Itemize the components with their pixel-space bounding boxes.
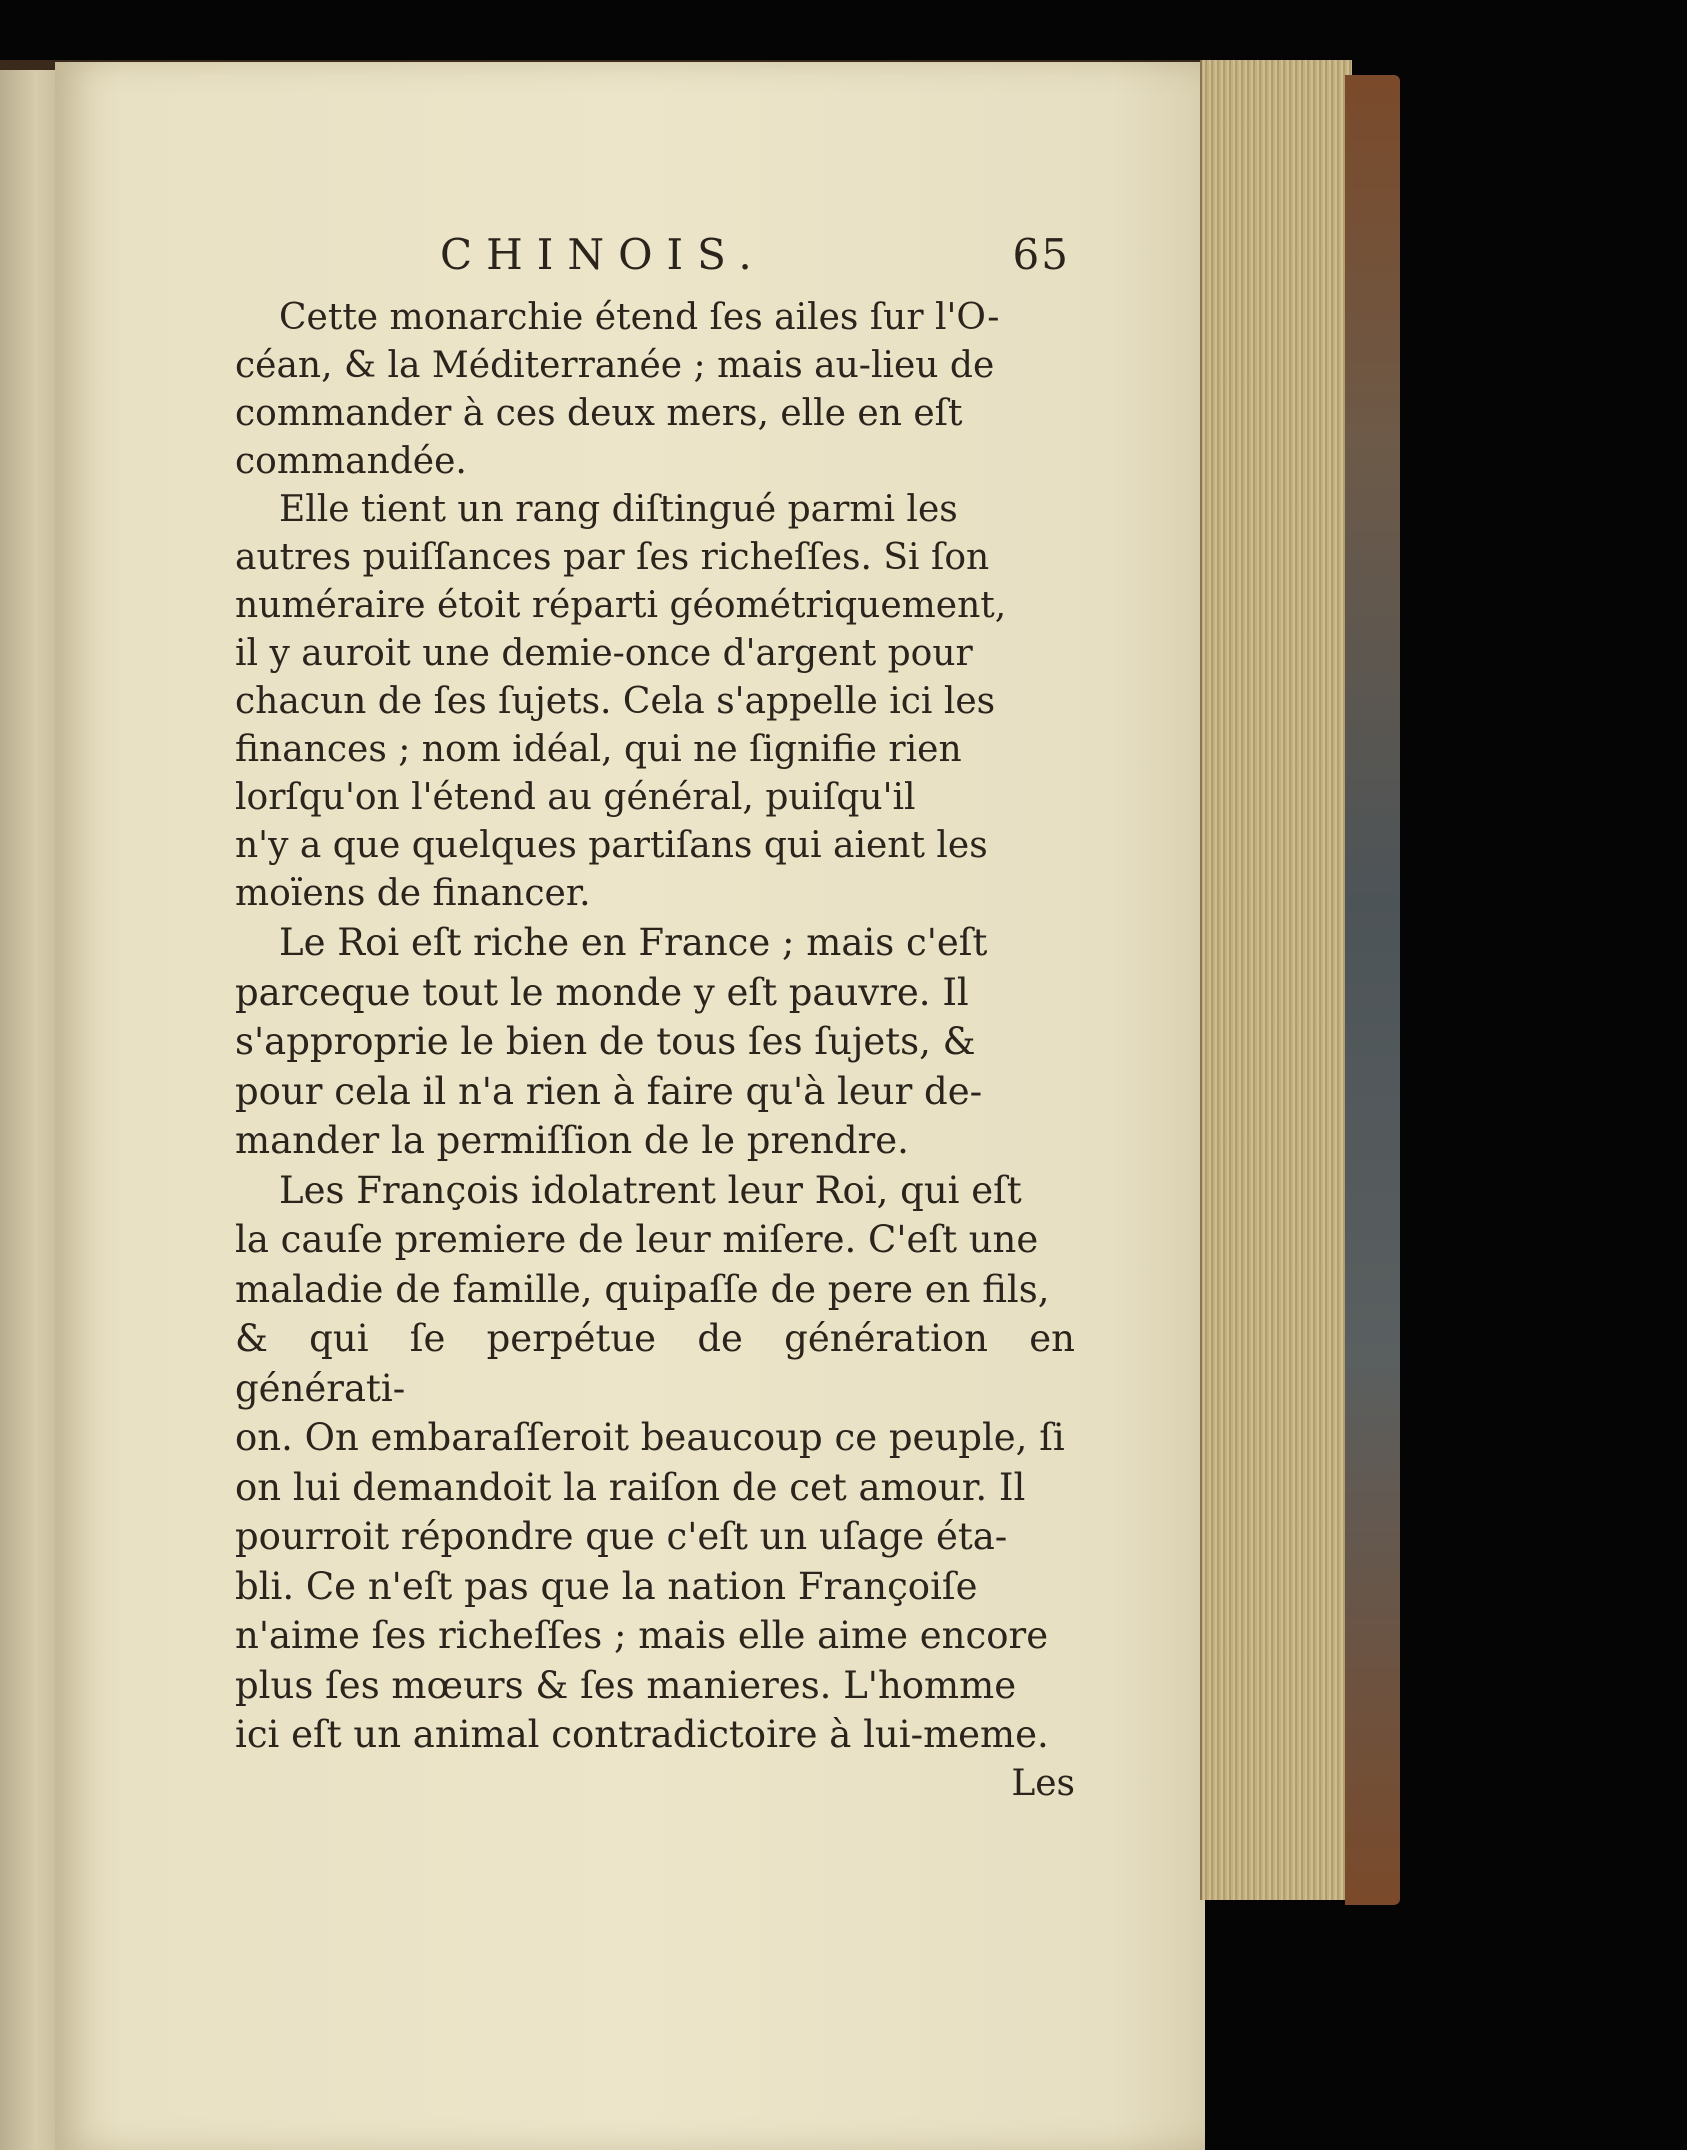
catchword: Les bbox=[1011, 1762, 1075, 1804]
running-head bbox=[440, 230, 1070, 294]
running-head-title: CHINOIS. bbox=[440, 230, 766, 279]
paragraph-1: Cette monarchie étend ſes ailes ſur l'O- céan, & la Méditerranée ; mais au-lieu de commander à ces deux mers, elle en eſt commandée. bbox=[235, 297, 1000, 482]
paragraph-3: Le Roi eſt riche en France ; mais c'eſt parceque tout le monde y eſt pauvre. Il s'approprie le bien de tous ſes ſujets, & pour cela il n'a rien à faire qu'à leur de- mander la permiſſion de le prendre. bbox=[235, 921, 988, 1162]
facing-page bbox=[0, 70, 62, 2150]
book-cover bbox=[1345, 75, 1400, 1905]
paragraph-2: Elle tient un rang diſtingué parmi les autres puiſſances par ſes richeſſes. Si ſon numéraire étoit réparti géométriquement, il y auroit une demie-once d'argent pour chacun de ſes ſujets. Cela s'appelle ici les finances ; nom idéal, qui ne ſignifie rien lorſqu'on l'étend au général, puiſqu'il n'y a que quelques partiſans qui aient les moïens de financer. bbox=[235, 489, 1007, 914]
page-edges bbox=[1200, 60, 1352, 1900]
page-number: 65 bbox=[1012, 230, 1070, 279]
page-text-block bbox=[235, 230, 1075, 1808]
paragraph-4: Les François idolatrent leur Roi, qui eſt la cauſe premiere de leur miſere. C'eſt une maladie de famille, quipaſſe de pere en fils, & qui ſe perpétue de génération en générati- on. On embaraſſeroit beaucoup ce peuple, ſi on lui demandoit la raiſon de cet amour. Il pourroit répondre que c'eſt un uſage éta- bli. Ce n'eſt pas que la nation Françoiſe n'aime ſes richeſſes ; mais elle aime encore plus ſes mœurs & ſes manieres. L'homme ici eſt un animal contradictoire à lui-meme. bbox=[235, 1168, 1075, 1756]
